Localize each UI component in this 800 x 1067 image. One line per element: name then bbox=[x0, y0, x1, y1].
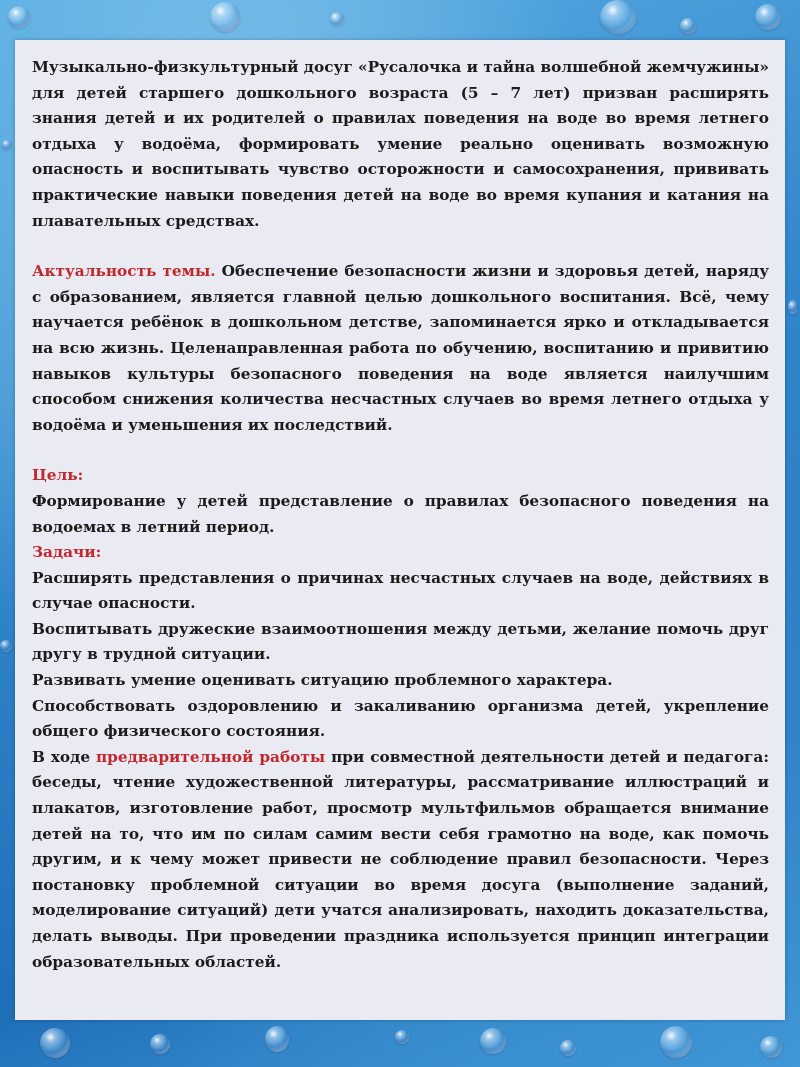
relevance-heading: Актуальность темы. bbox=[32, 262, 216, 281]
preliminary-after: при совместной деятельности детей и педагога: беседы, чтение художественной литературы, рассматривание иллюстраций и плакатов, изготовление работ, просмотр мультфильмов обращается внимание детей на то, что им по силам самим вести себя грамотно на воде, как помочь другим, и к чему может привести не соблюдение правил безопасности. Через постановку проблемной ситуации во время досуга (выполнение заданий, моделирование ситуаций) дети учатся анализировать, находить доказательства, делать выводы. При проведении праздника используется принцип интеграции образовательных областей. bbox=[32, 747, 769, 971]
water-drop-icon bbox=[660, 1026, 692, 1058]
preliminary-paragraph bbox=[32, 745, 769, 975]
spacer bbox=[32, 438, 769, 463]
water-drop-icon bbox=[680, 18, 696, 34]
water-drop-icon bbox=[395, 1030, 409, 1044]
water-drop-icon bbox=[40, 1028, 70, 1058]
water-drop-icon bbox=[760, 1036, 782, 1058]
tasks-heading: Задачи: bbox=[32, 543, 102, 562]
relevance-paragraph bbox=[32, 259, 769, 438]
water-drop-icon bbox=[330, 12, 344, 26]
water-drop-icon bbox=[600, 0, 636, 34]
task-item: Расширять представления о причинах несчастных случаев на воде, действиях в случае опасности. bbox=[32, 568, 769, 613]
preliminary-before: В ходе bbox=[32, 747, 96, 766]
water-drop-icon bbox=[265, 1026, 289, 1052]
goal-heading: Цель: bbox=[32, 466, 84, 485]
water-drop-icon bbox=[560, 1040, 576, 1056]
intro-paragraph: Музыкально-физкультурный досуг «Русалочка и тайна волшебной жемчужины» для детей старшего дошкольного возраста (5 – 7 лет) призван расширять знания детей и их родителей о правилах поведения на воде во время летнего отдыха у водоёма, формировать умение реально оценивать возможную опасность и воспитывать чувство осторожности и самосохранения, прививать практические навыки поведения детей на воде во время купания и катания на плавательных средствах. bbox=[32, 58, 769, 230]
task-item: Развивать умение оценивать ситуацию проблемного характера. bbox=[32, 671, 613, 690]
relevance-text: Обеспечение безопасности жизни и здоровья детей, наряду с образованием, является главной целью дошкольного воспитания. Всё, чему научается ребёнок в дошкольном детстве, запоминается ярко и откладывается на всю жизнь. Целенаправленная работа по обучению, воспитанию и привитию навыков культуры безопасного поведения на воде является наилучшим способом снижения количества несчастных случаев во время летнего отдыха у водоёма и уменьшения их последствий. bbox=[32, 262, 769, 434]
water-drop-icon bbox=[0, 640, 12, 652]
water-drop-icon bbox=[210, 2, 240, 32]
content-card bbox=[15, 40, 785, 1020]
spacer bbox=[32, 234, 769, 259]
water-drop-icon bbox=[788, 300, 798, 314]
preliminary-highlight: предварительной работы bbox=[95, 747, 326, 766]
task-item: Воспитывать дружеские взаимоотношения между детьми, желание помочь друг другу в трудной ситуации. bbox=[32, 619, 769, 664]
water-drop-icon bbox=[8, 6, 30, 28]
goal-text: Формирование у детей представление о правилах безопасного поведения на водоемах в летний период. bbox=[32, 491, 769, 536]
water-drop-icon bbox=[480, 1028, 506, 1054]
task-item: Способствовать оздоровлению и закаливанию организма детей, укрепление общего физического состояния. bbox=[32, 696, 769, 741]
water-drop-icon bbox=[150, 1034, 170, 1054]
water-drop-icon bbox=[2, 140, 12, 150]
water-drop-icon bbox=[755, 4, 781, 30]
